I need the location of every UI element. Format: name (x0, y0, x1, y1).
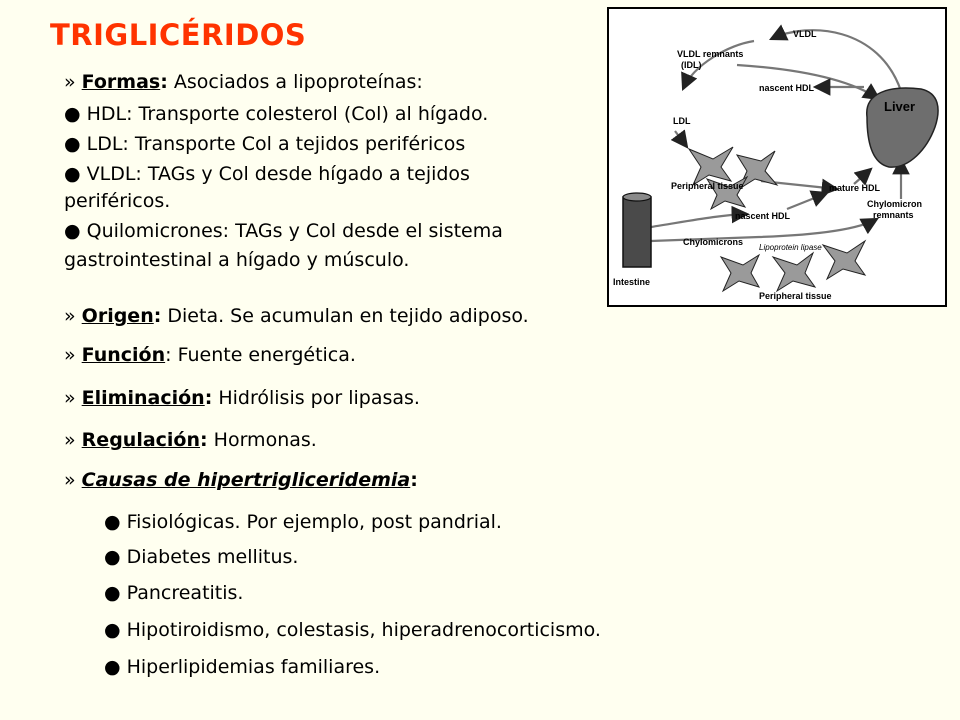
intestine-shape (623, 197, 651, 267)
label-chylomicron: Chylomicron (867, 199, 923, 209)
lipoprotein-diagram-svg (609, 9, 945, 305)
intestine-top (623, 193, 651, 201)
formas-item-vldl: ● VLDL: TAGs y Col desde hígado a tejidos (64, 163, 470, 185)
funcion-arrow: » (64, 344, 76, 366)
formas-item-hdl: ● HDL: Transporte colesterol (Col) al hígado. (64, 103, 489, 125)
arrow-ldl-tissue (675, 131, 687, 147)
arrow-liver-vldl (771, 30, 901, 91)
peripheral-cells-left (689, 147, 777, 209)
cell-bottom-2 (773, 253, 815, 291)
regulacion-text: Hormonas. (213, 429, 317, 451)
label-vldl-remnants: VLDL remnants (677, 49, 744, 59)
causas-item-hiperlipidemias: ● Hiperlipidemias familiares. (104, 656, 381, 678)
causas-label: Causas de hipertrigliceridemia (81, 469, 411, 491)
label-mature-hdl: mature HDL (829, 183, 881, 193)
regulacion-line (64, 428, 317, 453)
origen-label: Origen (81, 305, 154, 327)
causas-item-pancreatitis: ● Pancreatitis. (104, 582, 244, 604)
funcion-text: Fuente energética. (177, 344, 356, 366)
funcion-colon: : (165, 344, 172, 366)
regulacion-arrow: » (64, 429, 76, 451)
formas-item-quilomicrones: ● Quilomicrones: TAGs y Col desde el sistema (64, 220, 503, 242)
origen-arrow: » (64, 305, 76, 327)
funcion-label: Función (81, 344, 166, 366)
cell-bottom-1 (721, 255, 759, 291)
causas-colon: : (410, 469, 418, 491)
origen-colon: : (153, 305, 162, 327)
formas-text: Asociados a lipoproteínas: (173, 71, 423, 93)
origen-text: Dieta. Se acumulan en tejido adiposo. (167, 305, 529, 327)
arrow-nascent-mature (787, 193, 827, 209)
label-chylomicrons: Chylomicrons (683, 237, 744, 247)
causas-line (64, 468, 418, 493)
eliminacion-arrow: » (64, 387, 76, 409)
label-idl: (IDL) (681, 60, 702, 70)
cell-left-1 (689, 147, 733, 185)
regulacion-label: Regulación (81, 429, 201, 451)
label-nascent-hdl-mid: nascent HDL (735, 211, 791, 221)
formas-arrow: » (64, 71, 76, 93)
causas-arrow: » (64, 469, 76, 491)
causas-item-diabetes: ● Diabetes mellitus. (104, 546, 299, 568)
label-remnants: remnants (873, 210, 914, 220)
eliminacion-line (64, 386, 420, 411)
formas-colon: : (160, 71, 168, 93)
origen-line (64, 304, 529, 329)
causas-item-hipotiroidismo: ● Hipotiroidismo, colestasis, hiperadrenocorticismo. (104, 619, 601, 641)
eliminacion-colon: : (204, 387, 213, 409)
page-title: TRIGLICÉRIDOS (50, 18, 307, 52)
formas-label: Formas (81, 71, 161, 93)
arrow-remnants-liver (737, 65, 879, 99)
label-vldl: VLDL (793, 29, 817, 39)
funcion-line (64, 343, 356, 368)
formas-item-ldl: ● LDL: Transporte Col a tejidos periféricos (64, 133, 466, 155)
formas-item-vldl-cont: periféricos. (64, 190, 171, 212)
label-ldl: LDL (673, 116, 691, 126)
eliminacion-label: Eliminación (81, 387, 205, 409)
label-liver: Liver (884, 99, 916, 114)
regulacion-colon: : (200, 429, 208, 451)
formas-item-quilomicrones-cont: gastrointestinal a hígado y músculo. (64, 249, 410, 271)
formas-line (64, 70, 423, 95)
arrow-intestine-nascent (651, 214, 747, 227)
arrow-mature-hdl-liver (854, 169, 871, 184)
label-peripheral-tissue-bottom: Peripheral tissue (759, 291, 832, 301)
eliminacion-text: Hidrólisis por lipasas. (218, 387, 420, 409)
label-nascent-hdl-top: nascent HDL (759, 83, 815, 93)
label-peripheral-tissue-left: Peripheral tissue (671, 181, 744, 191)
causas-item-fisiologicas: ● Fisiológicas. Por ejemplo, post pandrial. (104, 511, 502, 533)
label-intestine: Intestine (613, 277, 651, 287)
cell-bottom-3 (823, 241, 865, 279)
label-lipoprotein-lipase: Lipoprotein lipase (759, 243, 822, 252)
lipoprotein-diagram (607, 7, 947, 307)
